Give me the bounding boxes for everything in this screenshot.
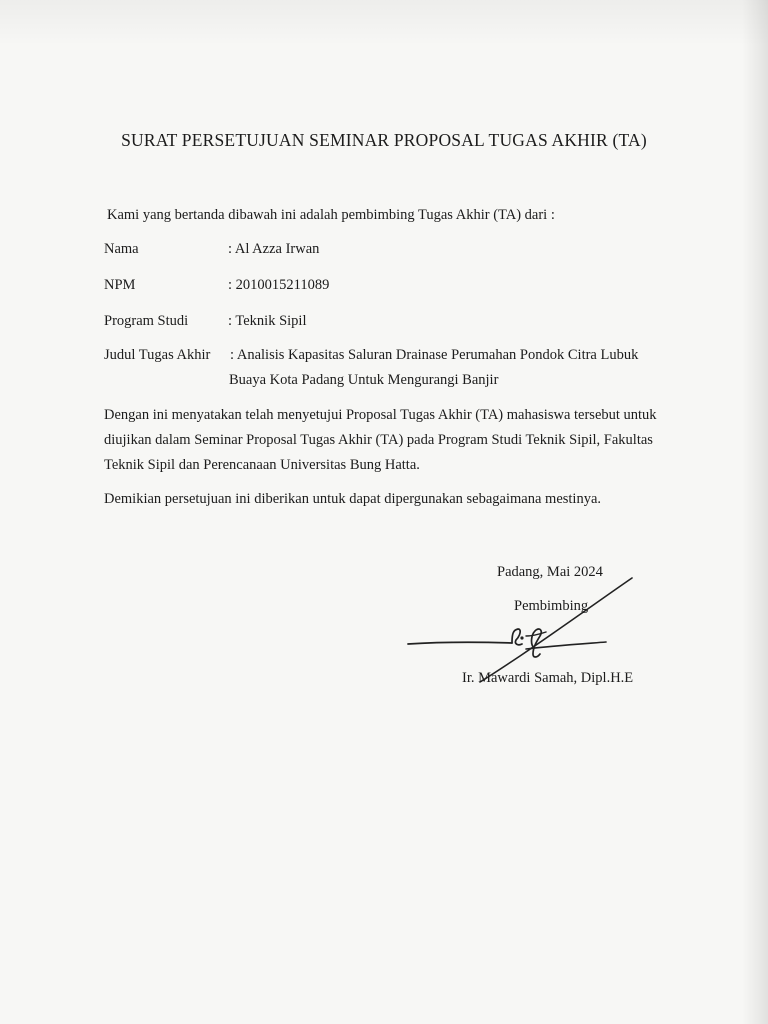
place-date: Padang, Mai 2024 (497, 564, 603, 580)
signer-name: Ir. Mawardi Samah, Dipl.H.E (462, 670, 634, 686)
judul-value-line1: : Analisis Kapasitas Saluran Drainase Perumahan Pondok Citra Lubuk (230, 347, 639, 363)
document-title: SURAT PERSETUJUAN SEMINAR PROPOSAL TUGAS AKHIR (TA) (121, 130, 647, 150)
nama-label: Nama (104, 241, 139, 257)
nama-value: : Al Azza Irwan (228, 241, 320, 257)
judul-value-line2: Buaya Kota Padang Untuk Mengurangi Banjir (229, 372, 499, 388)
npm-label: NPM (104, 277, 136, 293)
npm-value: : 2010015211089 (228, 277, 330, 293)
intro-text: Kami yang bertanda dibawah ini adalah pembimbing Tugas Akhir (TA) dari : (107, 207, 555, 223)
statement-line-2: diujikan dalam Seminar Proposal Tugas Akhir (TA) pada Program Studi Teknik Sipil, Fakultas (104, 432, 653, 448)
scan-shadow-right (742, 0, 768, 1024)
statement-line-3: Teknik Sipil dan Perencanaan Universitas Bung Hatta. (104, 457, 420, 473)
judul-label: Judul Tugas Akhir (104, 347, 211, 363)
statement-line-1: Dengan ini menyatakan telah menyetujui Proposal Tugas Akhir (TA) mahasiswa tersebut untuk (104, 407, 657, 423)
closing-text: Demikian persetujuan ini diberikan untuk dapat dipergunakan sebagaimana mestinya. (104, 491, 602, 507)
program-studi-label: Program Studi (104, 313, 189, 329)
program-studi-value: : Teknik Sipil (228, 313, 307, 329)
scan-shadow-top (0, 0, 768, 46)
signer-role: Pembimbing (514, 598, 589, 614)
